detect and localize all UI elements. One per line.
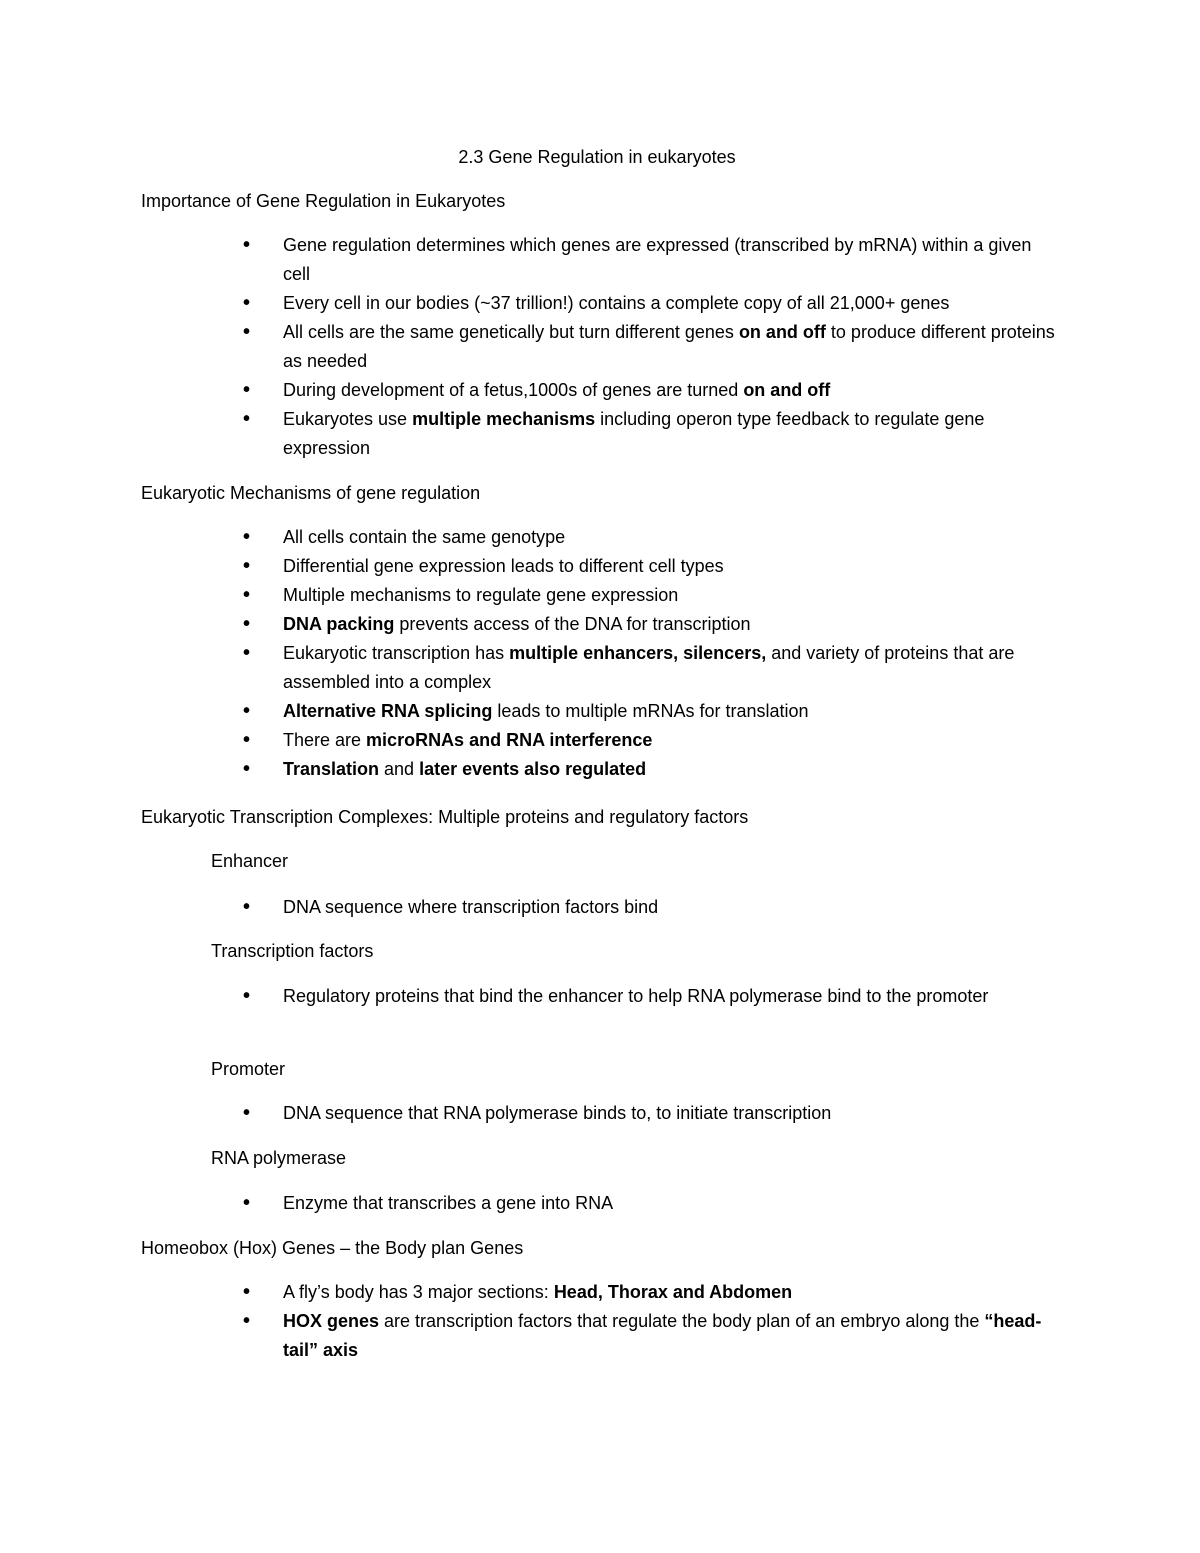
text: Regulatory proteins that bind the enhancer to help RNA polymerase bind to the promoter (283, 986, 989, 1006)
list-item (0, 1099, 1063, 1128)
bold-text: multiple enhancers, silencers, (509, 643, 767, 663)
importance-list (0, 231, 1200, 463)
bold-text: “head-tail” axis (283, 1311, 1042, 1360)
list-item (0, 726, 1063, 755)
text: Enzyme that transcribes a gene into RNA (283, 1193, 614, 1213)
list-item (0, 581, 1063, 610)
bold-text: HOX genes (283, 1311, 380, 1331)
list-item (0, 289, 1063, 318)
list-item (0, 405, 1063, 463)
list-item (0, 1307, 1063, 1365)
text: During development of a fetus,1000s of genes are turned (283, 380, 744, 400)
text: All cells contain the same genotype (283, 527, 566, 547)
text: and variety of proteins that are assembled into a complex (283, 643, 1015, 692)
text: All cells are the same genetically but turn different genes (283, 322, 739, 342)
bold-text: microRNAs and RNA interference (366, 730, 653, 750)
bold-text: later events also regulated (419, 759, 647, 779)
text: leads to multiple mRNAs for translation (492, 701, 809, 721)
text: There are (283, 730, 367, 750)
document-title: 2.3 Gene Regulation in eukaryotes (458, 147, 736, 167)
transcription-factors-list (0, 982, 1200, 1011)
list-item (0, 1278, 1063, 1307)
hox-genes-list (0, 1278, 1200, 1365)
bold-text: on and off (743, 380, 831, 400)
text: DNA sequence where transcription factors bind (283, 897, 659, 917)
list-item (0, 610, 1063, 639)
mechanisms-list (0, 523, 1200, 784)
list-item (0, 376, 1063, 405)
bold-text: multiple mechanisms (412, 409, 596, 429)
text: Gene regulation determines which genes are expressed (transcribed by mRNA) within a given cell (283, 235, 1032, 284)
text: to produce different proteins as needed (283, 322, 1055, 371)
bold-text: DNA packing (283, 614, 395, 634)
list-item (0, 697, 1063, 726)
text: Eukaryotic transcription has (283, 643, 510, 663)
subheading-rna-polymerase: RNA polymerase (211, 1148, 347, 1168)
list-item (0, 639, 1063, 697)
rna-polymerase-list (0, 1189, 1200, 1218)
section-heading-hox-genes: Homeobox (Hox) Genes – the Body plan Genes (141, 1238, 524, 1258)
promoter-list (0, 1099, 1200, 1128)
bold-text: on and off (738, 322, 826, 342)
bold-text: Alternative RNA splicing (283, 701, 493, 721)
section-heading-transcription-complexes: Eukaryotic Transcription Complexes: Multiple proteins and regulatory factors (141, 807, 749, 827)
subheading-transcription-factors: Transcription factors (211, 941, 374, 961)
section-heading-importance: Importance of Gene Regulation in Eukaryotes (141, 191, 506, 211)
text: are transcription factors that regulate the body plan of an embryo along the (379, 1311, 985, 1331)
list-item (0, 982, 1063, 1011)
text: prevents access of the DNA for transcription (394, 614, 751, 634)
bold-text: Head, Thorax and Abdomen (553, 1282, 793, 1302)
list-item (0, 893, 1063, 922)
list-item (0, 755, 1063, 784)
list-item (0, 231, 1063, 289)
list-item (0, 523, 1063, 552)
list-item (0, 1189, 1063, 1218)
text: Every cell in our bodies (~37 trillion!) contains a complete copy of all 21,000+ genes (283, 293, 950, 313)
text: Differential gene expression leads to different cell types (283, 556, 724, 576)
enhancer-list (0, 893, 1200, 922)
text: including operon type feedback to regulate gene expression (283, 409, 985, 458)
subheading-enhancer: Enhancer (211, 851, 289, 871)
text: and (379, 759, 420, 779)
text: A fly’s body has 3 major sections: (283, 1282, 554, 1302)
text: DNA sequence that RNA polymerase binds to, to initiate transcription (283, 1103, 832, 1123)
text: Eukaryotes use (283, 409, 413, 429)
bold-text: Translation (283, 759, 380, 779)
text: Multiple mechanisms to regulate gene expression (283, 585, 679, 605)
list-item (0, 552, 1063, 581)
list-item (0, 318, 1063, 376)
subheading-promoter: Promoter (211, 1059, 286, 1079)
section-heading-mechanisms: Eukaryotic Mechanisms of gene regulation (141, 483, 481, 503)
